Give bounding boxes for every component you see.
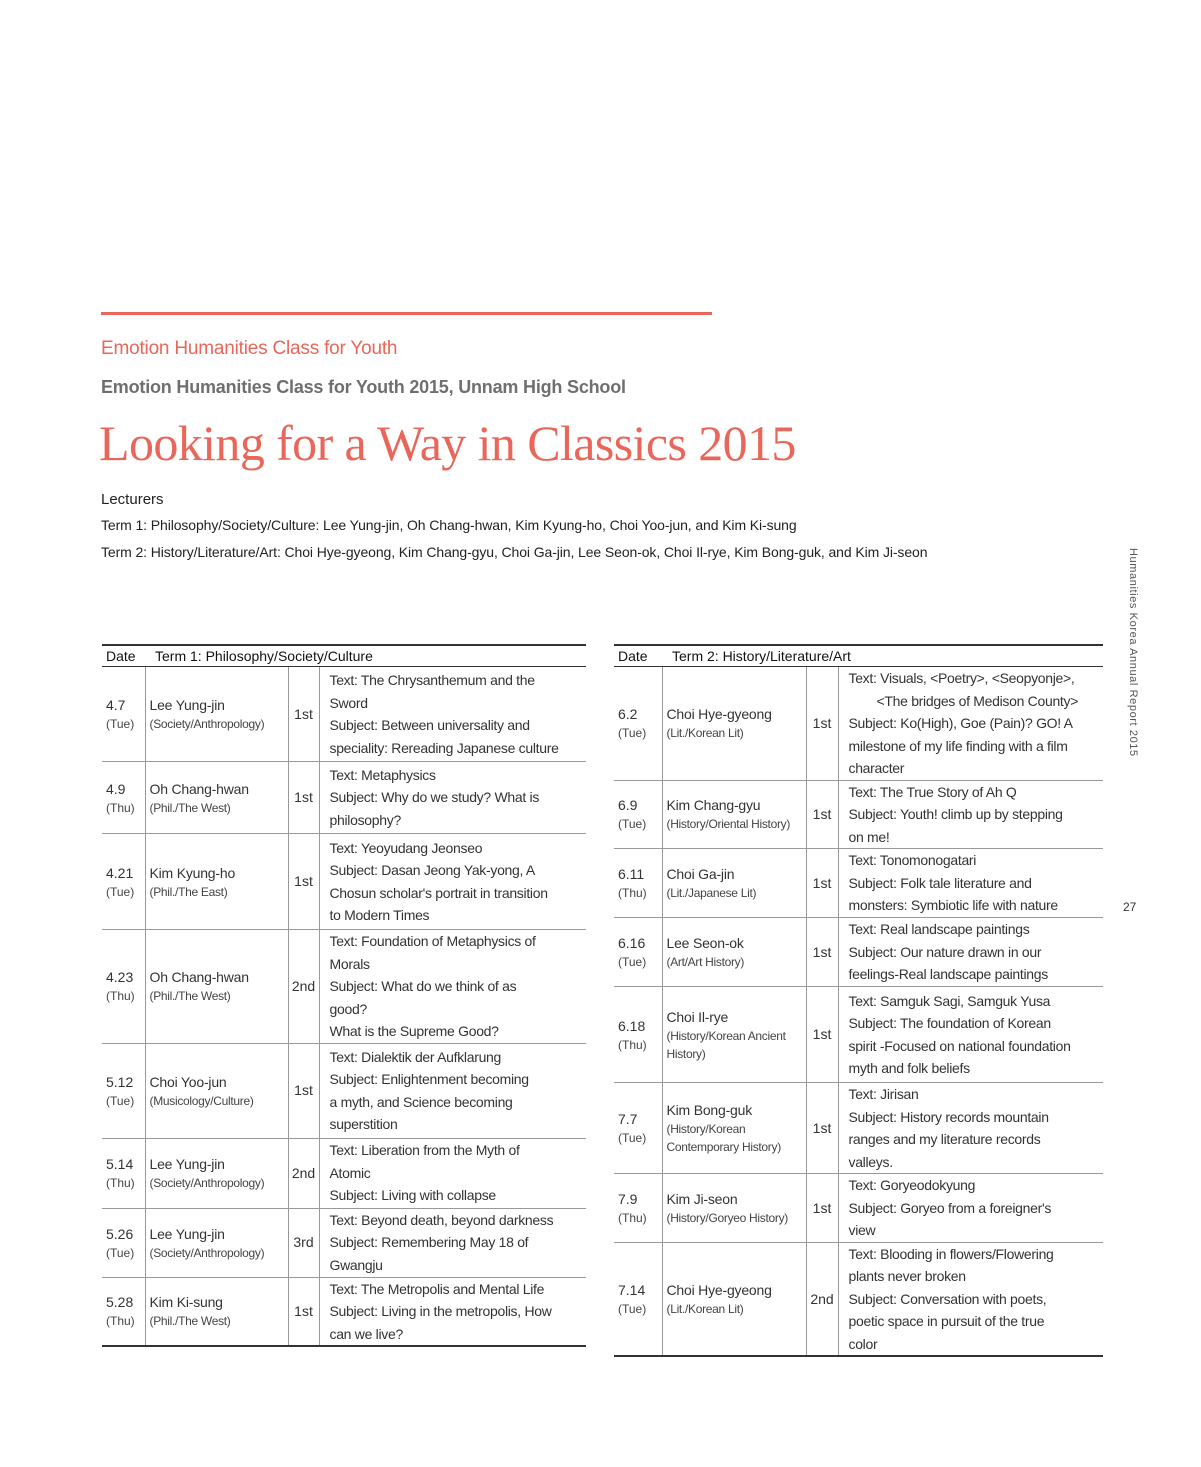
header-term: Term 2: History/Literature/Art — [662, 645, 1103, 667]
content-line: Subject: Living with collapse — [329, 1187, 496, 1204]
content-cell — [838, 780, 1103, 849]
lecturer-name: Choi Hye-gyeong — [666, 1281, 772, 1298]
lecturer-field: (History/Oriental History) — [666, 817, 791, 832]
date-cell — [614, 849, 662, 918]
content-line: Text: Real landscape paintings — [848, 921, 1030, 938]
term-cell: 1st — [806, 987, 838, 1083]
lecturer-field: (History/Goryeo History) — [666, 1210, 788, 1225]
content-line: philosophy? — [329, 811, 401, 828]
lecturers-heading: Lecturers — [101, 491, 164, 508]
date: 5.28 — [106, 1294, 134, 1311]
content-line: Sword — [329, 694, 368, 711]
content-line: Chosun scholar's portrait in transition — [329, 884, 548, 901]
content-line: Subject: The foundation of Korean — [848, 1015, 1051, 1031]
lecturer-field: (Phil./The West) — [149, 989, 231, 1004]
content-cell — [319, 930, 586, 1044]
content-cell — [838, 918, 1103, 987]
lecturer-cell — [145, 762, 288, 834]
term-cell: 1st — [288, 834, 319, 930]
term2-schedule-table — [614, 644, 1103, 1357]
lecturer-name: Kim Ji-seon — [666, 1190, 738, 1207]
lecturer-cell — [145, 1277, 288, 1346]
lecturer-name: Choi Hye-gyeong — [666, 706, 772, 723]
content-line: Text: Tonomonogatari — [848, 852, 977, 869]
content-cell — [838, 849, 1103, 918]
term-cell: 2nd — [288, 930, 319, 1044]
content-line: <The bridges of Medison County> — [876, 692, 1079, 709]
content-line: Text: Goryeodokyung — [848, 1177, 976, 1193]
term-cell: 1st — [806, 1174, 838, 1243]
weekday: (Tue) — [618, 1131, 647, 1145]
content-cell — [319, 1277, 586, 1346]
term-cell: 1st — [288, 667, 319, 762]
date-cell — [102, 930, 145, 1044]
table-row — [102, 667, 586, 762]
content-line: Subject: Folk tale literature and — [848, 874, 1032, 891]
term-cell: 2nd — [806, 1242, 838, 1356]
lecturer-name: Choi Il-rye — [666, 1008, 729, 1025]
content-line: What is the Supreme Good? — [329, 1023, 499, 1039]
date-cell — [614, 780, 662, 849]
weekday: (Thu) — [106, 1176, 135, 1190]
weekday: (Tue) — [618, 1301, 647, 1316]
content-line: Subject: Between universality and — [329, 717, 530, 733]
term-cell: 1st — [806, 849, 838, 918]
term-cell: 3rd — [288, 1208, 319, 1277]
lecturer-cell — [145, 834, 288, 930]
lecturer-cell — [145, 1138, 288, 1208]
content-line: milestone of my life finding with a film — [848, 737, 1068, 754]
weekday: (Tue) — [106, 884, 135, 899]
header-date: Date — [614, 645, 662, 667]
table-row — [614, 1242, 1103, 1356]
term-cell: 1st — [288, 762, 319, 834]
content-line: poetic space in pursuit of the true — [848, 1313, 1045, 1329]
date: 6.2 — [618, 706, 638, 723]
content-line: Subject: Conversation with poets, — [848, 1290, 1047, 1307]
table-row — [614, 667, 1103, 781]
date: 7.14 — [618, 1281, 646, 1298]
date-cell — [102, 1043, 145, 1138]
table-row — [102, 762, 586, 834]
weekday: (Tue) — [106, 717, 135, 731]
term-cell: 1st — [288, 1043, 319, 1138]
lecturer-name: Choi Ga-jin — [666, 866, 735, 882]
date: 5.12 — [106, 1073, 134, 1090]
table-row — [102, 930, 586, 1044]
lecturer-field: (Society/Anthropology) — [149, 717, 265, 731]
lecturer-field: (Society/Anthropology) — [149, 1245, 265, 1260]
lecturer-field: (Musicology/Culture) — [149, 1093, 254, 1108]
page-number: 27 — [1123, 900, 1137, 914]
lecturer-field: (Lit./Japanese Lit) — [666, 886, 757, 900]
date-cell — [614, 1174, 662, 1243]
content-line: a myth, and Science becoming — [329, 1093, 513, 1110]
lecturer-field: (Lit./Korean Lit) — [666, 726, 744, 741]
table-row — [102, 1138, 586, 1208]
lecturer-cell — [662, 667, 806, 781]
date: 4.23 — [106, 969, 134, 986]
content-line: Subject: Goryeo from a foreigner's — [848, 1199, 1052, 1216]
content-line: Text: Dialektik der Aufklarung — [329, 1048, 502, 1065]
content-line: Text: Foundation of Metaphysics of — [329, 933, 536, 949]
content-line: Text: Metaphysics — [329, 766, 436, 783]
date: 4.21 — [106, 864, 134, 881]
lecturer-cell — [145, 930, 288, 1044]
weekday: (Thu) — [106, 1314, 135, 1329]
content-line: Morals — [329, 955, 370, 972]
content-line: Text: Jirisan — [848, 1086, 919, 1102]
lecturer-field: (Phil./The East) — [149, 884, 228, 899]
header-date: Date — [102, 645, 145, 667]
weekday: (Thu) — [106, 800, 135, 815]
content-cell — [319, 1208, 586, 1277]
date: 4.7 — [106, 697, 126, 713]
content-cell — [319, 1138, 586, 1208]
section-label: Emotion Humanities Class for Youth — [101, 338, 398, 359]
content-line: Text: The Chrysanthemum and the — [329, 672, 535, 688]
table-row — [102, 1043, 586, 1138]
date-cell — [614, 987, 662, 1083]
table-row — [614, 1083, 1103, 1174]
table-row — [102, 834, 586, 930]
content-line: Text: Blooding in flowers/Flowering — [848, 1245, 1054, 1262]
content-line: feelings-Real landscape paintings — [848, 966, 1048, 983]
content-line: Subject: Dasan Jeong Yak-yong, A — [329, 862, 535, 878]
content-line: speciality: Rereading Japanese culture — [329, 739, 559, 756]
lecturer-cell — [662, 1174, 806, 1243]
lecturer-name: Choi Yoo-jun — [149, 1073, 227, 1090]
content-cell — [838, 1083, 1103, 1174]
date-cell — [102, 1138, 145, 1208]
table-row — [614, 987, 1103, 1083]
content-line: Gwangju — [329, 1256, 383, 1273]
weekday: (Thu) — [618, 1037, 647, 1052]
content-line: on me! — [848, 828, 890, 845]
lecturer-name: Lee Yung-jin — [149, 697, 225, 713]
date-cell — [102, 834, 145, 930]
date-cell — [614, 1083, 662, 1174]
lecturers-term2: Term 2: History/Literature/Art: Choi Hye-gyeong, Kim Chang-gyu, Choi Ga-jin, Lee Seon-ok, Choi Il-rye, Kim Bong-guk, and Kim Ji-seon — [101, 544, 928, 560]
content-line: color — [848, 1335, 878, 1352]
content-line: character — [848, 760, 905, 776]
lecturer-cell — [662, 918, 806, 987]
content-line: plants never broken — [848, 1268, 966, 1284]
content-line: Subject: What do we think of as — [329, 978, 517, 994]
table-row — [614, 780, 1103, 849]
term-cell: 1st — [288, 1277, 319, 1346]
weekday: (Tue) — [106, 1093, 135, 1108]
lecturer-cell — [662, 1083, 806, 1174]
top-rule — [101, 312, 712, 315]
weekday: (Tue) — [106, 1245, 135, 1260]
lecturer-name: Kim Chang-gyu — [666, 797, 761, 814]
content-line: Subject: Our nature drawn in our — [848, 943, 1042, 960]
lecturer-name: Kim Ki-sung — [149, 1294, 223, 1311]
content-line: good? — [329, 1000, 367, 1017]
lecturer-cell — [662, 849, 806, 918]
lecturer-field: History) — [666, 1046, 706, 1061]
date: 7.9 — [618, 1190, 638, 1207]
table-header-row — [102, 645, 586, 667]
table-row — [102, 1277, 586, 1346]
content-line: Text: Visuals, <Poetry>, <Seopyonje>, — [848, 670, 1075, 686]
date: 7.7 — [618, 1111, 638, 1127]
weekday: (Thu) — [618, 1210, 647, 1225]
date-cell — [102, 1208, 145, 1277]
date-cell — [102, 762, 145, 834]
lecturer-cell — [145, 1208, 288, 1277]
term-cell: 1st — [806, 1083, 838, 1174]
content-line: Subject: Living in the metropolis, How — [329, 1303, 552, 1319]
subtitle: Emotion Humanities Class for Youth 2015, Unnam High School — [101, 377, 626, 397]
lecturer-name: Oh Chang-hwan — [149, 780, 249, 797]
content-line: to Modern Times — [329, 907, 430, 923]
content-line: myth and folk beliefs — [848, 1060, 970, 1076]
content-cell — [838, 667, 1103, 781]
lecturer-name: Kim Kyung-ho — [149, 864, 236, 881]
lecturer-field: (Lit./Korean Lit) — [666, 1301, 744, 1316]
content-line: Subject: Remembering May 18 of — [329, 1234, 529, 1251]
date-cell — [102, 667, 145, 762]
date: 5.14 — [106, 1156, 134, 1172]
term-cell: 1st — [806, 667, 838, 781]
lecturer-name: Lee Seon-ok — [666, 935, 744, 951]
content-line: Text: Liberation from the Myth of — [329, 1142, 520, 1159]
lecturer-cell — [662, 780, 806, 849]
content-cell — [838, 1242, 1103, 1356]
content-line: Subject: Why do we study? What is — [329, 789, 540, 806]
lecturer-field: (Art/Art History) — [666, 955, 745, 969]
lecturer-field: (Society/Anthropology) — [149, 1176, 265, 1190]
lecturer-field: (History/Korean Ancient — [666, 1028, 786, 1043]
content-cell — [838, 987, 1103, 1083]
content-line: Subject: History records mountain — [848, 1108, 1049, 1125]
table-row — [614, 1174, 1103, 1243]
running-title: Humanities Korea Annual Report 2015 — [1127, 548, 1139, 757]
lecturer-field: (Phil./The West) — [149, 800, 231, 815]
lecturers-term1: Term 1: Philosophy/Society/Culture: Lee Yung-jin, Oh Chang-hwan, Kim Kyung-ho, Choi Yoo-jun, and Kim Ki-sung — [101, 517, 797, 533]
lecturer-field: (Phil./The West) — [149, 1314, 231, 1329]
content-line: Text: Beyond death, beyond darkness — [329, 1211, 554, 1228]
date: 4.9 — [106, 780, 126, 797]
weekday: (Tue) — [618, 955, 647, 969]
lecturer-cell — [662, 987, 806, 1083]
content-line: Text: The Metropolis and Mental Life — [329, 1280, 545, 1297]
date-cell — [614, 918, 662, 987]
table-header-row — [614, 645, 1103, 667]
lecturer-field: (History/Korean — [666, 1122, 746, 1136]
date: 5.26 — [106, 1225, 134, 1242]
content-cell — [838, 1174, 1103, 1243]
date-cell — [102, 1277, 145, 1346]
content-cell — [319, 1043, 586, 1138]
lecturer-name: Lee Yung-jin — [149, 1156, 225, 1172]
content-line: superstition — [329, 1116, 398, 1132]
term1-schedule-table — [102, 644, 586, 1347]
lecturer-name: Oh Chang-hwan — [149, 969, 249, 986]
date: 6.9 — [618, 797, 638, 814]
page-title: Looking for a Way in Classics 2015 — [99, 415, 796, 471]
date-cell — [614, 667, 662, 781]
weekday: (Tue) — [618, 817, 647, 832]
table-row — [614, 918, 1103, 987]
lecturer-cell — [662, 1242, 806, 1356]
weekday: (Thu) — [618, 886, 647, 900]
lecturer-cell — [145, 1043, 288, 1138]
content-line: monsters: Symbiotic life with nature — [848, 897, 1058, 914]
header-term: Term 1: Philosophy/Society/Culture — [145, 645, 586, 667]
term-cell: 1st — [806, 918, 838, 987]
content-line: Text: The True Story of Ah Q — [848, 783, 1017, 800]
term-cell: 2nd — [288, 1138, 319, 1208]
lecturer-field: Contemporary History) — [666, 1140, 781, 1154]
content-line: Subject: Youth! climb up by stepping — [848, 806, 1063, 822]
date: 6.11 — [618, 866, 645, 882]
date-cell — [614, 1242, 662, 1356]
content-line: valleys. — [848, 1153, 893, 1170]
content-cell — [319, 834, 586, 930]
content-line: view — [848, 1222, 876, 1238]
lecturer-cell — [145, 667, 288, 762]
content-line: ranges and my literature records — [848, 1131, 1041, 1147]
lecturer-name: Lee Yung-jin — [149, 1225, 225, 1242]
term-cell: 1st — [806, 780, 838, 849]
lecturer-name: Kim Bong-guk — [666, 1102, 753, 1118]
table-row — [614, 849, 1103, 918]
content-line: spirit -Focused on national foundation — [848, 1037, 1071, 1054]
content-line: Atomic — [329, 1164, 371, 1181]
content-line: can we live? — [329, 1325, 403, 1342]
weekday: (Thu) — [106, 989, 135, 1004]
table-row — [102, 1208, 586, 1277]
content-cell — [319, 762, 586, 834]
date: 6.16 — [618, 935, 646, 951]
date: 6.18 — [618, 1017, 646, 1034]
content-line: Text: Yeoyudang Jeonseo — [329, 839, 483, 856]
content-line: Subject: Ko(High), Goe (Pain)? GO! A — [848, 715, 1073, 731]
weekday: (Tue) — [618, 726, 647, 741]
content-line: Subject: Enlightenment becoming — [329, 1071, 529, 1087]
content-line: Text: Samguk Sagi, Samguk Yusa — [848, 992, 1051, 1009]
content-cell — [319, 667, 586, 762]
